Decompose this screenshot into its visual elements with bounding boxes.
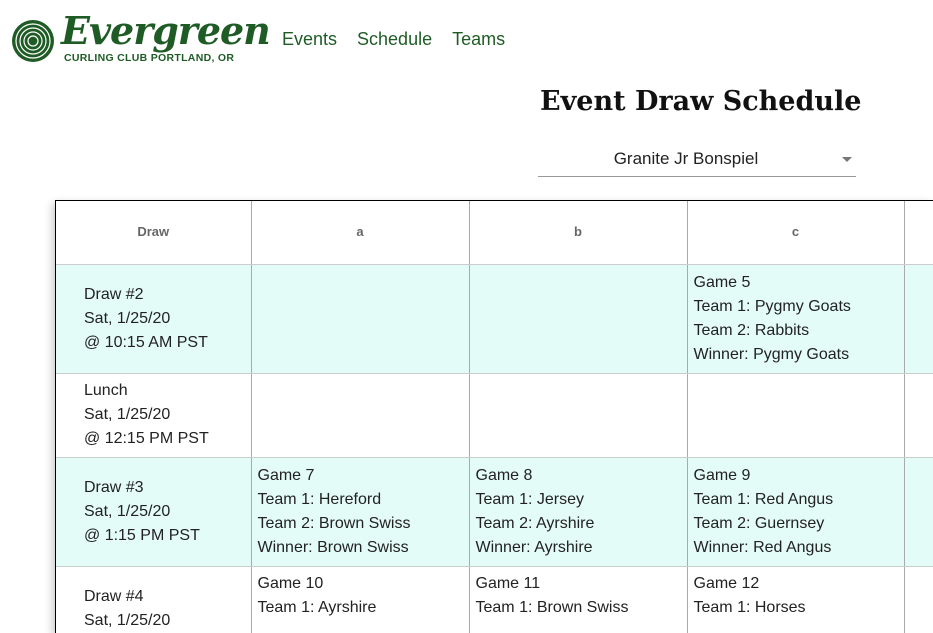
game-cell [904,373,933,457]
nav-teams[interactable]: Teams [452,29,506,49]
cell-line: Winner: Red Angus [693,538,832,556]
cell-line: Sat, 1/25/20 [84,611,171,629]
header-extra [904,201,933,264]
game-cell [251,457,469,566]
cell-line: Team 1: Brown Swiss [475,598,629,616]
cell-line: Game 8 [475,466,533,484]
cell-line: Draw #3 [84,478,144,496]
cell-line: Winner: Ayrshire [475,538,593,556]
game-cell [687,264,904,373]
header-draw: Draw [56,201,251,264]
nav-events[interactable]: Events [282,29,338,49]
cell-line: Game 7 [257,466,315,484]
table-row [56,457,933,566]
game-cell [904,566,933,633]
cell-line: Team 1: Hereford [257,490,382,508]
game-cell [904,457,933,566]
cell-line: Game 10 [257,574,324,592]
main-nav [282,29,505,50]
draw-cell [56,264,251,373]
event-select-value: Granite Jr Bonspiel [613,149,759,168]
page-title: Event Draw Schedule [540,86,862,117]
game-cell [251,566,469,633]
nav-schedule[interactable]: Schedule [357,29,433,49]
draw-cell [56,566,251,633]
caret-down-icon [842,157,852,162]
cell-line: Sat, 1/25/20 [84,309,171,327]
tree-ring-icon [11,16,59,66]
cell-line: Sat, 1/25/20 [84,406,171,423]
game-cell [469,457,687,566]
game-cell [687,566,904,633]
game-cell [469,373,687,457]
logo-title: Evergreen [61,8,270,53]
cell-line: Winner: Brown Swiss [257,538,409,556]
cell-line: Sat, 1/25/20 [84,502,171,520]
game-cell [687,373,904,457]
cell-line: Lunch [84,382,128,399]
game-cell [469,566,687,633]
draw-cell [56,373,251,457]
logo[interactable] [11,8,270,68]
header-sheet-b: b [469,201,687,264]
cell-line: Team 2: Guernsey [693,514,825,532]
table-row [56,264,933,373]
header-sheet-a: a [251,201,469,264]
cell-line: Draw #2 [84,285,144,303]
cell-line: Team 1: Red Angus [693,490,834,508]
cell-line: Game 9 [693,466,751,484]
game-cell [251,264,469,373]
cell-line: Game 5 [693,273,751,291]
cell-line: Game 11 [475,574,541,592]
cell-line: Team 2: Brown Swiss [257,514,411,532]
cell-line: Team 1: Jersey [475,490,584,508]
cell-line: @ 10:15 AM PST [84,333,208,351]
game-cell [687,457,904,566]
game-cell [251,373,469,457]
logo-subtitle: CURLING CLUB PORTLAND, OR [64,52,235,64]
table-header-row [56,201,933,264]
table-row [56,373,933,457]
event-select[interactable] [538,146,856,177]
table-row [56,566,933,633]
cell-line: Team 1: Horses [693,598,806,616]
cell-line: Team 1: Pygmy Goats [693,297,851,315]
cell-line: Game 12 [693,574,760,592]
cell-line: @ 1:15 PM PST [84,526,200,544]
cell-line: Team 2: Ayrshire [475,514,595,532]
cell-line: Team 2: Rabbits [693,321,810,339]
cell-line: @ 12:15 PM PST [84,430,209,447]
draw-schedule-table [55,200,933,633]
header-sheet-c: c [687,201,904,264]
game-cell [469,264,687,373]
game-cell [904,264,933,373]
cell-line: Team 1: Ayrshire [257,598,377,616]
draw-cell [56,457,251,566]
cell-line: Winner: Pygmy Goats [693,345,850,363]
cell-line: Draw #4 [84,587,144,605]
